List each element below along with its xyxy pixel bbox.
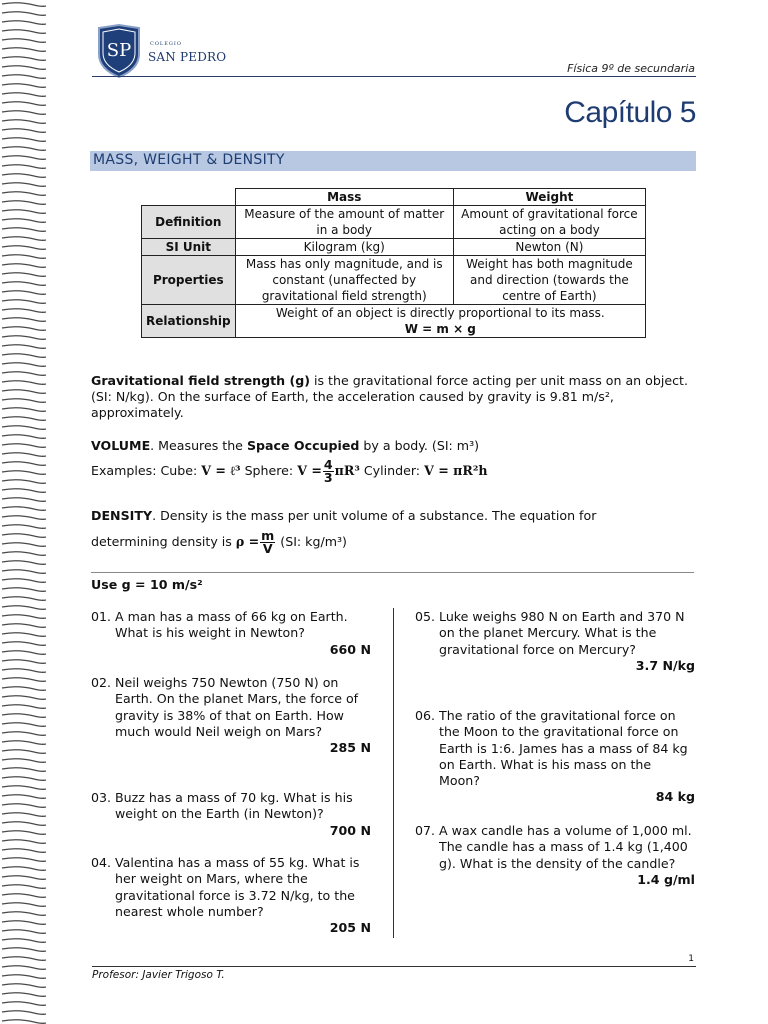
spiral-loop — [2, 768, 46, 772]
spiral-loop — [2, 912, 46, 916]
spiral-loop — [2, 129, 46, 133]
table-header-row — [142, 189, 646, 206]
spiral-loop — [2, 363, 46, 367]
spiral-loop — [2, 57, 46, 61]
sphere-lhs: V = — [297, 463, 322, 478]
spiral-loop — [2, 723, 46, 727]
spiral-loop — [2, 840, 46, 844]
table-cell: Measure of the amount of matter in a body — [235, 206, 453, 239]
spiral-loop — [2, 228, 46, 232]
question-text: 04. Valentina has a mass of 55 kg. What is her weight on Mars, where the gravitational force is 3.72 N/kg, to the nearest whole number? — [91, 855, 360, 919]
spiral-loop — [2, 408, 46, 412]
spiral-loop — [2, 984, 46, 988]
spiral-loop — [2, 966, 46, 970]
fraction-numerator: 4 — [323, 457, 333, 472]
question-02 — [91, 675, 371, 756]
spiral-loop — [2, 192, 46, 196]
spiral-loop — [2, 642, 46, 646]
spiral-loop — [2, 327, 46, 331]
section-title: MASS, WEIGHT & DENSITY — [93, 152, 285, 168]
table-row — [142, 256, 646, 305]
spiral-loop — [2, 345, 46, 349]
spiral-loop — [2, 417, 46, 421]
table-cell: Amount of gravitational force acting on a body — [453, 206, 645, 239]
relationship-cell — [235, 305, 645, 338]
spiral-loop — [2, 453, 46, 457]
spiral-loop — [2, 138, 46, 142]
density-fraction — [260, 530, 275, 555]
table-row — [142, 206, 646, 239]
column-divider — [393, 608, 394, 938]
spiral-loop — [2, 318, 46, 322]
gravity-term: Gravitational field strength (g) — [91, 373, 310, 388]
spiral-loop — [2, 633, 46, 637]
table-cell: Newton (N) — [453, 239, 645, 256]
spiral-loop — [2, 264, 46, 268]
spiral-loop — [2, 480, 46, 484]
spiral-loop — [2, 381, 46, 385]
spiral-loop — [2, 1002, 46, 1006]
question-text: 06. The ratio of the gravitational force on the Moon to the gravitational force on Earth is 1:6. James has a mass of 84 kg on Earth. What is his mass on the Moon? — [415, 708, 688, 789]
cylinder-formula: V = πR²h — [424, 463, 488, 478]
spiral-loop — [2, 435, 46, 439]
spiral-loop — [2, 714, 46, 718]
header-divider — [92, 76, 696, 77]
spiral-loop — [2, 687, 46, 691]
spiral-loop — [2, 21, 46, 25]
sphere-rhs: πR³ — [334, 463, 360, 478]
table-cell: Weight has both magnitude and direction (towards the centre of Earth) — [453, 256, 645, 305]
spiral-loop — [2, 561, 46, 565]
density-paragraph — [91, 508, 697, 524]
spiral-loop — [2, 993, 46, 997]
spiral-loop — [2, 759, 46, 763]
volume-text-end: by a body. (SI: m³) — [359, 438, 480, 453]
spiral-loop — [2, 75, 46, 79]
spiral-loop — [2, 273, 46, 277]
logo-initials: SP — [106, 40, 132, 61]
density-lhs: ρ = — [235, 534, 260, 549]
row-header-definition: Definition — [142, 206, 236, 239]
density-unit: (SI: kg/m³) — [276, 534, 347, 549]
spiral-loop — [2, 39, 46, 43]
spiral-loop — [2, 921, 46, 925]
spiral-loop — [2, 399, 46, 403]
gravity-paragraph — [91, 373, 697, 421]
spiral-loop — [2, 30, 46, 34]
spiral-loop — [2, 579, 46, 583]
spiral-loop — [2, 3, 46, 7]
spiral-loop — [2, 66, 46, 70]
spiral-loop — [2, 813, 46, 817]
spiral-loop — [2, 246, 46, 250]
volume-text: . Measures the — [150, 438, 247, 453]
spiral-loop — [2, 489, 46, 493]
question-answer: 660 N — [329, 641, 371, 657]
spiral-loop — [2, 174, 46, 178]
question-answer: 205 N — [329, 920, 371, 936]
question-04 — [91, 855, 371, 936]
spiral-loop — [2, 498, 46, 502]
spiral-loop — [2, 156, 46, 160]
spiral-loop — [2, 804, 46, 808]
spiral-loop — [2, 705, 46, 709]
table-row — [142, 305, 646, 338]
spiral-loop — [2, 534, 46, 538]
spiral-loop — [2, 975, 46, 979]
shield-icon — [96, 24, 142, 78]
spiral-loop — [2, 93, 46, 97]
spiral-loop — [2, 750, 46, 754]
question-answer: 3.7 N/kg — [635, 657, 695, 673]
spiral-loop — [2, 255, 46, 259]
spiral-loop — [2, 120, 46, 124]
school-logo — [96, 24, 246, 78]
spiral-loop — [2, 732, 46, 736]
spiral-loop — [2, 219, 46, 223]
use-g-note: Use g = 10 m/s² — [91, 577, 203, 592]
spiral-loop — [2, 507, 46, 511]
volume-bold: Space Occupied — [246, 438, 360, 453]
density-text: . Density is the mass per unit volume of a substance. The equation for — [152, 508, 597, 523]
spiral-loop — [2, 84, 46, 88]
spiral-binding — [0, 0, 60, 1024]
row-header-properties: Properties — [142, 256, 236, 305]
spiral-loop — [2, 516, 46, 520]
logo-small-text: COLEGIO — [150, 41, 182, 47]
spiral-loop — [2, 831, 46, 835]
spiral-loop — [2, 939, 46, 943]
spiral-loop — [2, 48, 46, 52]
question-answer: 1.4 g/ml — [637, 871, 695, 887]
question-answer: 700 N — [329, 822, 371, 838]
spiral-loop — [2, 678, 46, 682]
spiral-loop — [2, 615, 46, 619]
volume-term: VOLUME — [91, 438, 151, 453]
course-label: Física 9º de secundaria — [567, 62, 695, 75]
question-text: 07. A wax candle has a volume of 1,000 ml. The candle has a mass of 1.4 kg (1,400 g). What is the density of the candle? — [415, 823, 692, 871]
table-corner — [142, 189, 236, 206]
spiral-loop — [2, 624, 46, 628]
cube-formula: V = ℓ³ — [201, 463, 241, 478]
spiral-loop — [2, 948, 46, 952]
question-03 — [91, 790, 371, 839]
spiral-loop — [2, 111, 46, 115]
spiral-loop — [2, 291, 46, 295]
spiral-loop — [2, 237, 46, 241]
sphere-fraction — [323, 459, 334, 484]
spiral-loop — [2, 336, 46, 340]
question-text: 05. Luke weighs 980 N on Earth and 370 N on the planet Mercury. What is the gravitational force on Mercury? — [415, 609, 685, 657]
spiral-loop — [2, 102, 46, 106]
spiral-loop — [2, 660, 46, 664]
spiral-loop — [2, 462, 46, 466]
spiral-loop — [2, 525, 46, 529]
page-number: 1 — [688, 954, 694, 964]
spiral-loop — [2, 597, 46, 601]
question-05 — [415, 609, 695, 674]
spiral-loop — [2, 867, 46, 871]
spiral-loop — [2, 1020, 46, 1024]
spiral-loop — [2, 876, 46, 880]
spiral-loop — [2, 795, 46, 799]
spiral-loop — [2, 669, 46, 673]
spiral-loop — [2, 1011, 46, 1015]
spiral-loop — [2, 165, 46, 169]
question-01 — [91, 609, 371, 658]
spiral-loop — [2, 858, 46, 862]
footer-divider — [92, 966, 696, 967]
density-text-2: determining density is — [91, 534, 236, 549]
spiral-loop — [2, 282, 46, 286]
section-divider — [91, 572, 694, 573]
column-header-mass: Mass — [235, 189, 453, 206]
spiral-loop — [2, 570, 46, 574]
section-title-bar — [90, 151, 696, 171]
relationship-formula: W = m × g — [404, 322, 476, 336]
spiral-loop — [2, 777, 46, 781]
spiral-loop — [2, 147, 46, 151]
question-text: 03. Buzz has a mass of 70 kg. What is his weight on the Earth (in Newton)? — [91, 790, 353, 822]
question-06 — [415, 708, 695, 806]
chapter-title: Capítulo 5 — [564, 96, 696, 129]
spiral-loop — [2, 696, 46, 700]
spiral-loop — [2, 822, 46, 826]
spiral-loop — [2, 426, 46, 430]
spiral-loop — [2, 606, 46, 610]
volume-examples — [91, 456, 697, 486]
row-header-si-unit: SI Unit — [142, 239, 236, 256]
question-answer: 285 N — [329, 740, 371, 756]
spiral-loop — [2, 849, 46, 853]
spiral-loop — [2, 543, 46, 547]
examples-label: Examples: Cube: — [91, 463, 202, 478]
spiral-loop — [2, 300, 46, 304]
teacher-name: Profesor: Javier Trigoso T. — [92, 969, 225, 981]
spiral-loop — [2, 651, 46, 655]
table-cell: Kilogram (kg) — [235, 239, 453, 256]
mass-weight-table — [141, 188, 646, 338]
question-07 — [415, 823, 695, 888]
table-row — [142, 239, 646, 256]
spiral-loop — [2, 309, 46, 313]
volume-paragraph — [91, 438, 697, 454]
cylinder-label: Cylinder: — [359, 463, 425, 478]
spiral-loop — [2, 444, 46, 448]
spiral-loop — [2, 894, 46, 898]
fraction-denominator: 3 — [323, 470, 333, 485]
fraction-numerator: m — [261, 528, 275, 543]
question-answer: 84 kg — [655, 789, 695, 805]
spiral-loop — [2, 552, 46, 556]
logo-school-name: SAN PEDRO — [148, 50, 227, 64]
question-text: 02. Neil weighs 750 Newton (750 N) on Earth. On the planet Mars, the force of gravity is 38% of that on Earth. How much would Neil weigh on Mars? — [91, 675, 359, 739]
spiral-loop — [2, 903, 46, 907]
spiral-loop — [2, 930, 46, 934]
spiral-loop — [2, 183, 46, 187]
spiral-loop — [2, 390, 46, 394]
spiral-loop — [2, 957, 46, 961]
spiral-loop — [2, 885, 46, 889]
sphere-label: Sphere: — [240, 463, 298, 478]
spiral-loop — [2, 12, 46, 16]
spiral-loop — [2, 372, 46, 376]
column-header-weight: Weight — [453, 189, 645, 206]
density-term: DENSITY — [91, 508, 153, 523]
spiral-loop — [2, 210, 46, 214]
relationship-text: Weight of an object is directly proportional to its mass. — [275, 306, 605, 320]
spiral-loop — [2, 741, 46, 745]
row-header-relationship: Relationship — [142, 305, 236, 338]
density-formula-line — [91, 527, 697, 557]
spiral-loop — [2, 354, 46, 358]
question-text: 01. A man has a mass of 66 kg on Earth. What is his weight in Newton? — [91, 609, 348, 641]
gravity-text: is the gravitational force acting per unit mass on an object. (SI: N/kg). On the surface of Earth, the acceleration caused by gravity is 9.81 m/s², approximately. — [91, 373, 688, 420]
table-cell: Mass has only magnitude, and is constant (unaffected by gravitational field strength) — [235, 256, 453, 305]
spiral-loop — [2, 471, 46, 475]
spiral-loop — [2, 588, 46, 592]
fraction-denominator: V — [262, 541, 273, 556]
spiral-loop — [2, 786, 46, 790]
spiral-loop — [2, 201, 46, 205]
